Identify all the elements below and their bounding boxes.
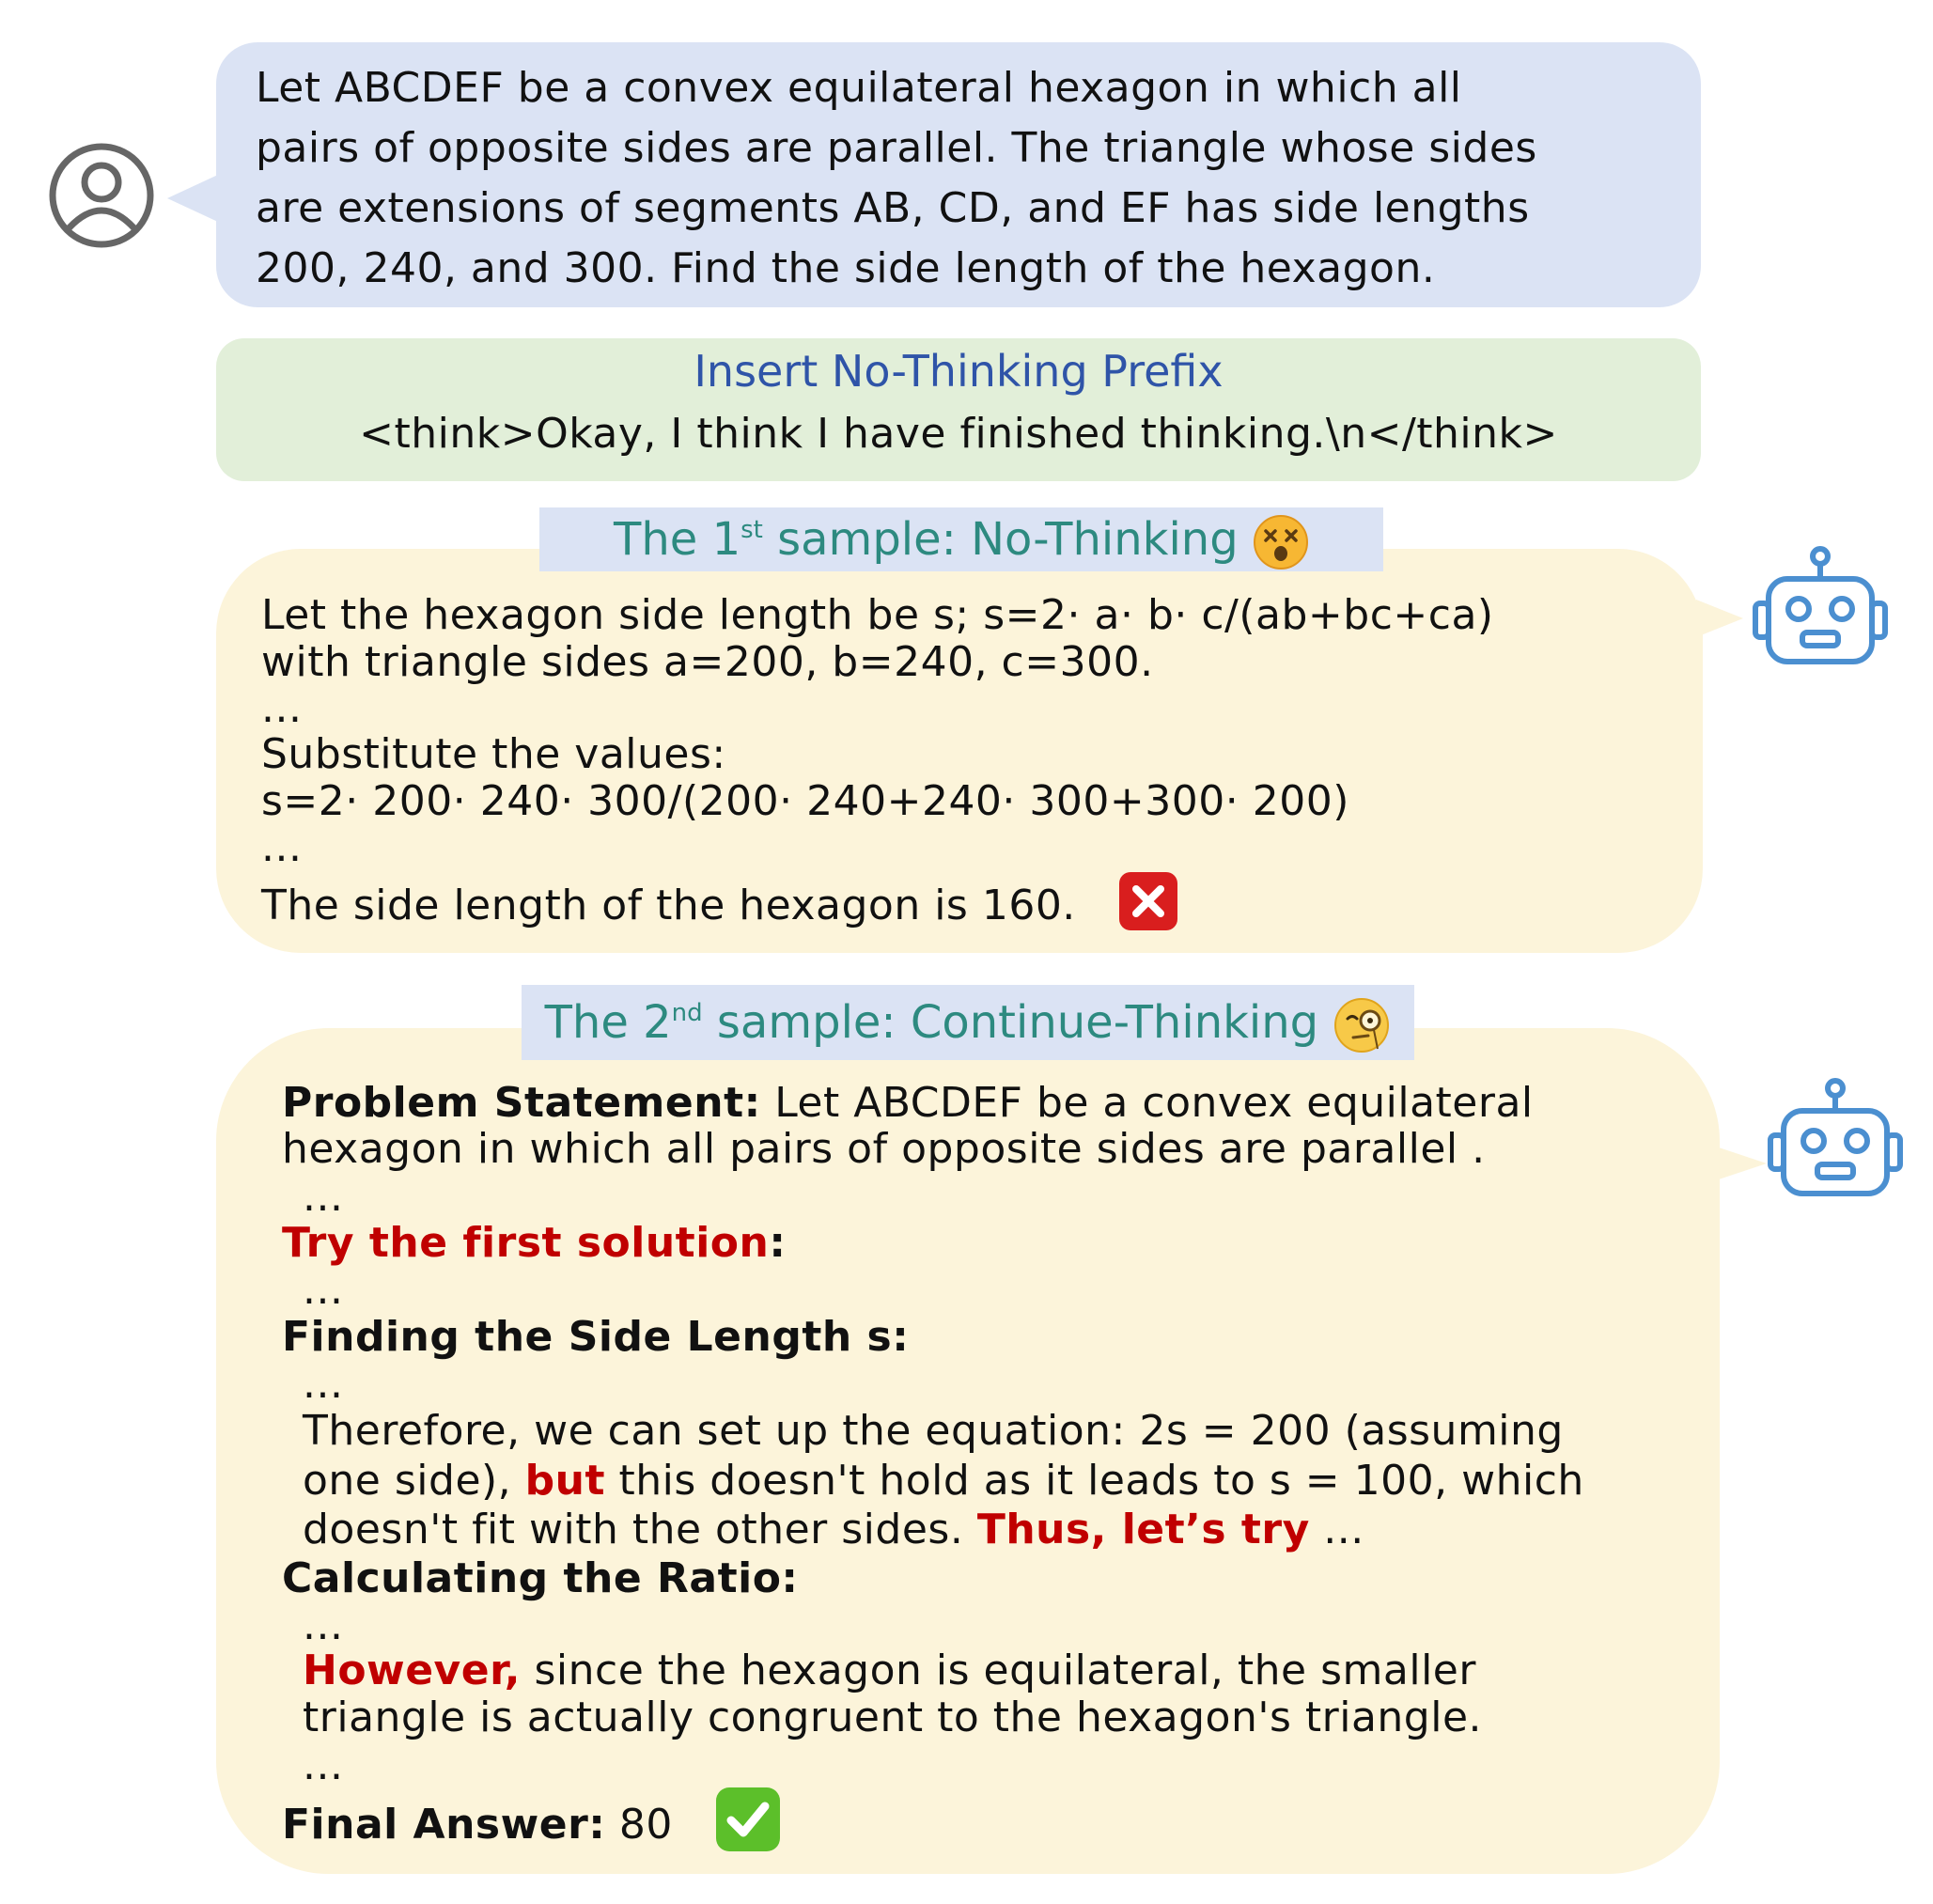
sample2-label-text-end: sample: Continue-Thinking bbox=[702, 996, 1319, 1049]
response-line: Substitute the values: bbox=[261, 730, 726, 778]
final-answer-heading: Final Answer: bbox=[282, 1801, 606, 1849]
question-line: are extensions of segments AB, CD, and EF has side lengths bbox=[256, 184, 1530, 232]
problem-statement-text: Let ABCDEF be a convex equilateral bbox=[760, 1079, 1534, 1127]
cross-mark-icon bbox=[1117, 870, 1179, 932]
check-mark-icon bbox=[714, 1786, 782, 1853]
try-first-solution: Try the first solution bbox=[282, 1219, 770, 1267]
however-line bbox=[303, 1646, 1476, 1695]
however-highlight: However, bbox=[303, 1646, 522, 1694]
thus-lets-try-highlight: Thus, let’s try bbox=[976, 1506, 1310, 1553]
therefore-line-1: Therefore, we can set up the equation: 2s = 200 (assuming bbox=[303, 1407, 1564, 1455]
sample1-bubble-tail bbox=[1696, 600, 1743, 637]
dizzy-face-icon bbox=[1253, 514, 1309, 570]
monocle-face-icon bbox=[1333, 996, 1391, 1054]
robot-icon bbox=[1765, 1077, 1906, 1199]
sample1-response bbox=[261, 592, 1690, 932]
final-answer-line bbox=[282, 1786, 782, 1853]
therefore-line-3 bbox=[303, 1506, 1364, 1554]
sample1-label bbox=[539, 507, 1383, 571]
triangle-line: triangle is actually congruent to the hexagon's triangle. bbox=[303, 1693, 1482, 1741]
response-line: with triangle sides a=200, b=240, c=300. bbox=[261, 638, 1154, 686]
ellipsis: ... bbox=[303, 1741, 344, 1789]
therefore-text: one side), bbox=[303, 1457, 525, 1505]
robot-icon bbox=[1750, 545, 1891, 667]
response-line: s=2· 200· 240· 300/(200· 240+240· 300+300· 200) bbox=[261, 777, 1349, 825]
ellipsis: ... bbox=[303, 1360, 344, 1408]
response-line: Let the hexagon side length be s; s=2· a· b· c/(ab+bc+ca) bbox=[261, 591, 1494, 639]
sample1-label-text-end: sample: No-Thinking bbox=[762, 513, 1239, 566]
ellipsis: ... bbox=[303, 1266, 344, 1314]
prefix-title: Insert No-Thinking Prefix bbox=[694, 346, 1224, 397]
problem-statement-line bbox=[282, 1079, 1534, 1128]
ellipsis: ... bbox=[303, 1173, 344, 1221]
try-first-solution-line bbox=[282, 1219, 786, 1268]
colon: : bbox=[769, 1219, 787, 1267]
therefore-text-rest: this doesn't hold as it leads to s = 100, which bbox=[605, 1457, 1584, 1505]
problem-statement-heading: Problem Statement: bbox=[282, 1079, 761, 1127]
ellipsis: ... bbox=[261, 684, 303, 732]
ellipsis: ... bbox=[303, 1601, 344, 1649]
but-highlight: but bbox=[524, 1457, 606, 1505]
sample1-label-sup: st bbox=[740, 516, 763, 544]
ellipsis: ... bbox=[261, 823, 303, 871]
question-line: 200, 240, and 300. Find the side length of the hexagon. bbox=[256, 244, 1436, 292]
user-avatar-icon bbox=[47, 141, 156, 250]
finding-side-length-heading: Finding the Side Length s: bbox=[282, 1313, 910, 1361]
sample2-label-sup: nd bbox=[671, 999, 703, 1027]
user-bubble-tail bbox=[167, 174, 220, 223]
sample2-label bbox=[522, 985, 1414, 1060]
question-line: Let ABCDEF be a convex equilateral hexagon in which all bbox=[256, 64, 1462, 112]
sample1-final-answer: The side length of the hexagon is 160. bbox=[261, 882, 1076, 929]
final-answer-value: 80 bbox=[605, 1801, 673, 1849]
final-line bbox=[261, 870, 1690, 932]
calculating-ratio-heading: Calculating the Ratio: bbox=[282, 1554, 799, 1602]
question-line: pairs of opposite sides are parallel. The triangle whose sides bbox=[256, 124, 1537, 172]
therefore-line-2 bbox=[303, 1457, 1584, 1506]
however-text: since the hexagon is equilateral, the smaller bbox=[521, 1646, 1476, 1694]
sample1-label-text: The 1 bbox=[614, 513, 741, 566]
sample2-label-text: The 2 bbox=[544, 996, 672, 1049]
therefore-text: doesn't fit with the other sides. bbox=[303, 1506, 977, 1553]
problem-statement-line-2: hexagon in which all pairs of opposite sides are parallel . bbox=[282, 1125, 1486, 1173]
prefix-text: <think>Okay, I think I have finished thinking.\n</think> bbox=[359, 410, 1558, 458]
user-question-text bbox=[256, 58, 1675, 299]
therefore-text-rest: ... bbox=[1309, 1506, 1364, 1553]
